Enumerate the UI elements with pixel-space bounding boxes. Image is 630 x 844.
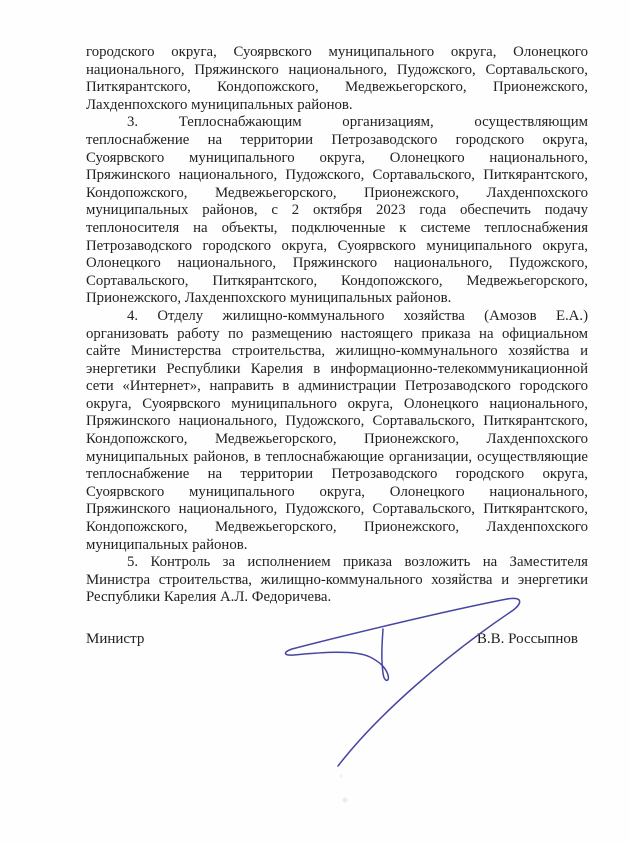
document-line: Министра строительства, жилищно-коммунального хозяйства и энергетики [86,571,588,588]
document-line: организовать работу по размещению настоящего приказа на официальном [86,325,588,342]
document-line: Кондопожского, Медвежьегорского, Прионежского, Лахденпохского [86,431,588,448]
document-line: национального, Пряжинского национального, Пудожского, Сортавальского, [86,61,588,78]
document-line: 4. Отделу жилищно-коммунального хозяйства (Амозов Е.А.) [127,307,588,324]
document-body [86,44,588,607]
document-line: Пряжинского национального, Пудожского, Сортавальского, Питкярантского, [86,501,588,518]
document-line: сайте Министерства строительства, жилищно-коммунального хозяйства и [86,343,588,360]
document-line: энергетики Республики Карелия в информационно-телекоммуникационной [86,360,588,377]
minister-name: В.В. Россыпнов [476,631,578,647]
signature-ink [285,598,519,766]
document-line: муниципальных районов, в теплоснабжающие организации, осуществляющие [86,448,588,465]
document-line: теплоснабжение на территории Петрозаводского городского округа, [86,131,588,148]
document-line: муниципальных районов, с 2 октября 2023 года обеспечить подачу [86,202,588,219]
document-line: теплоснабжение на территории Петрозаводского городского округа, [86,466,588,483]
document-line: теплоносителя на объекты, подключенные к системе теплоснабжения [86,219,588,236]
document-line: 3. Теплоснабжающим организациям, осуществляющим [127,114,588,131]
document-line: сети «Интернет», направить в администрации Петрозаводского городского [86,378,588,395]
document-line: Лахденпохского муниципальных районов. [86,96,353,113]
minister-title: Министр [86,631,145,647]
document-line: муниципальных районов. [86,536,248,553]
document-line: Республики Карелия А.Л. Федоричева. [86,589,332,606]
document-line: Кондопожского, Медвежьегорского, Прионежского, Лахденпохского [86,184,588,201]
document-line: Олонецкого национального, Пряжинского национального, Пудожского, [86,255,588,272]
document-line: 5. Контроль за исполнением приказа возложить на Заместителя [127,554,588,571]
document-line: Прионежского, Лахденпохского муниципальных районов. [86,290,452,307]
document-line: городского округа, Суоярвского муниципального округа, Олонецкого [86,44,588,60]
document-line: Пряжинского национального, Пудожского, Сортавальского, Питкярантского, [86,413,588,430]
document-line: Питкярантского, Кондопожского, Медвежьегорского, Прионежского, [86,79,588,96]
document-line: округа, Суоярвского муниципального округа, Олонецкого национального, [86,395,588,412]
scan-speck [340,775,343,778]
document-line: Сортавальского, Питкярантского, Кондопожского, Медвежьегорского, [86,272,588,289]
document-line: Суоярвского муниципального округа, Олонецкого национального, [86,483,588,500]
document-line: Кондопожского, Медвежьегорского, Прионежского, Лахденпохского [86,519,588,536]
signature-row [86,630,578,648]
scan-speck [343,798,348,803]
document-line: Пряжинского национального, Пудожского, Сортавальского, Питкярантского, [86,167,588,184]
document-line: Суоярвского муниципального округа, Олонецкого национального, [86,149,588,166]
document-line: Петрозаводского городского округа, Суоярвского муниципального округа, [86,237,588,254]
